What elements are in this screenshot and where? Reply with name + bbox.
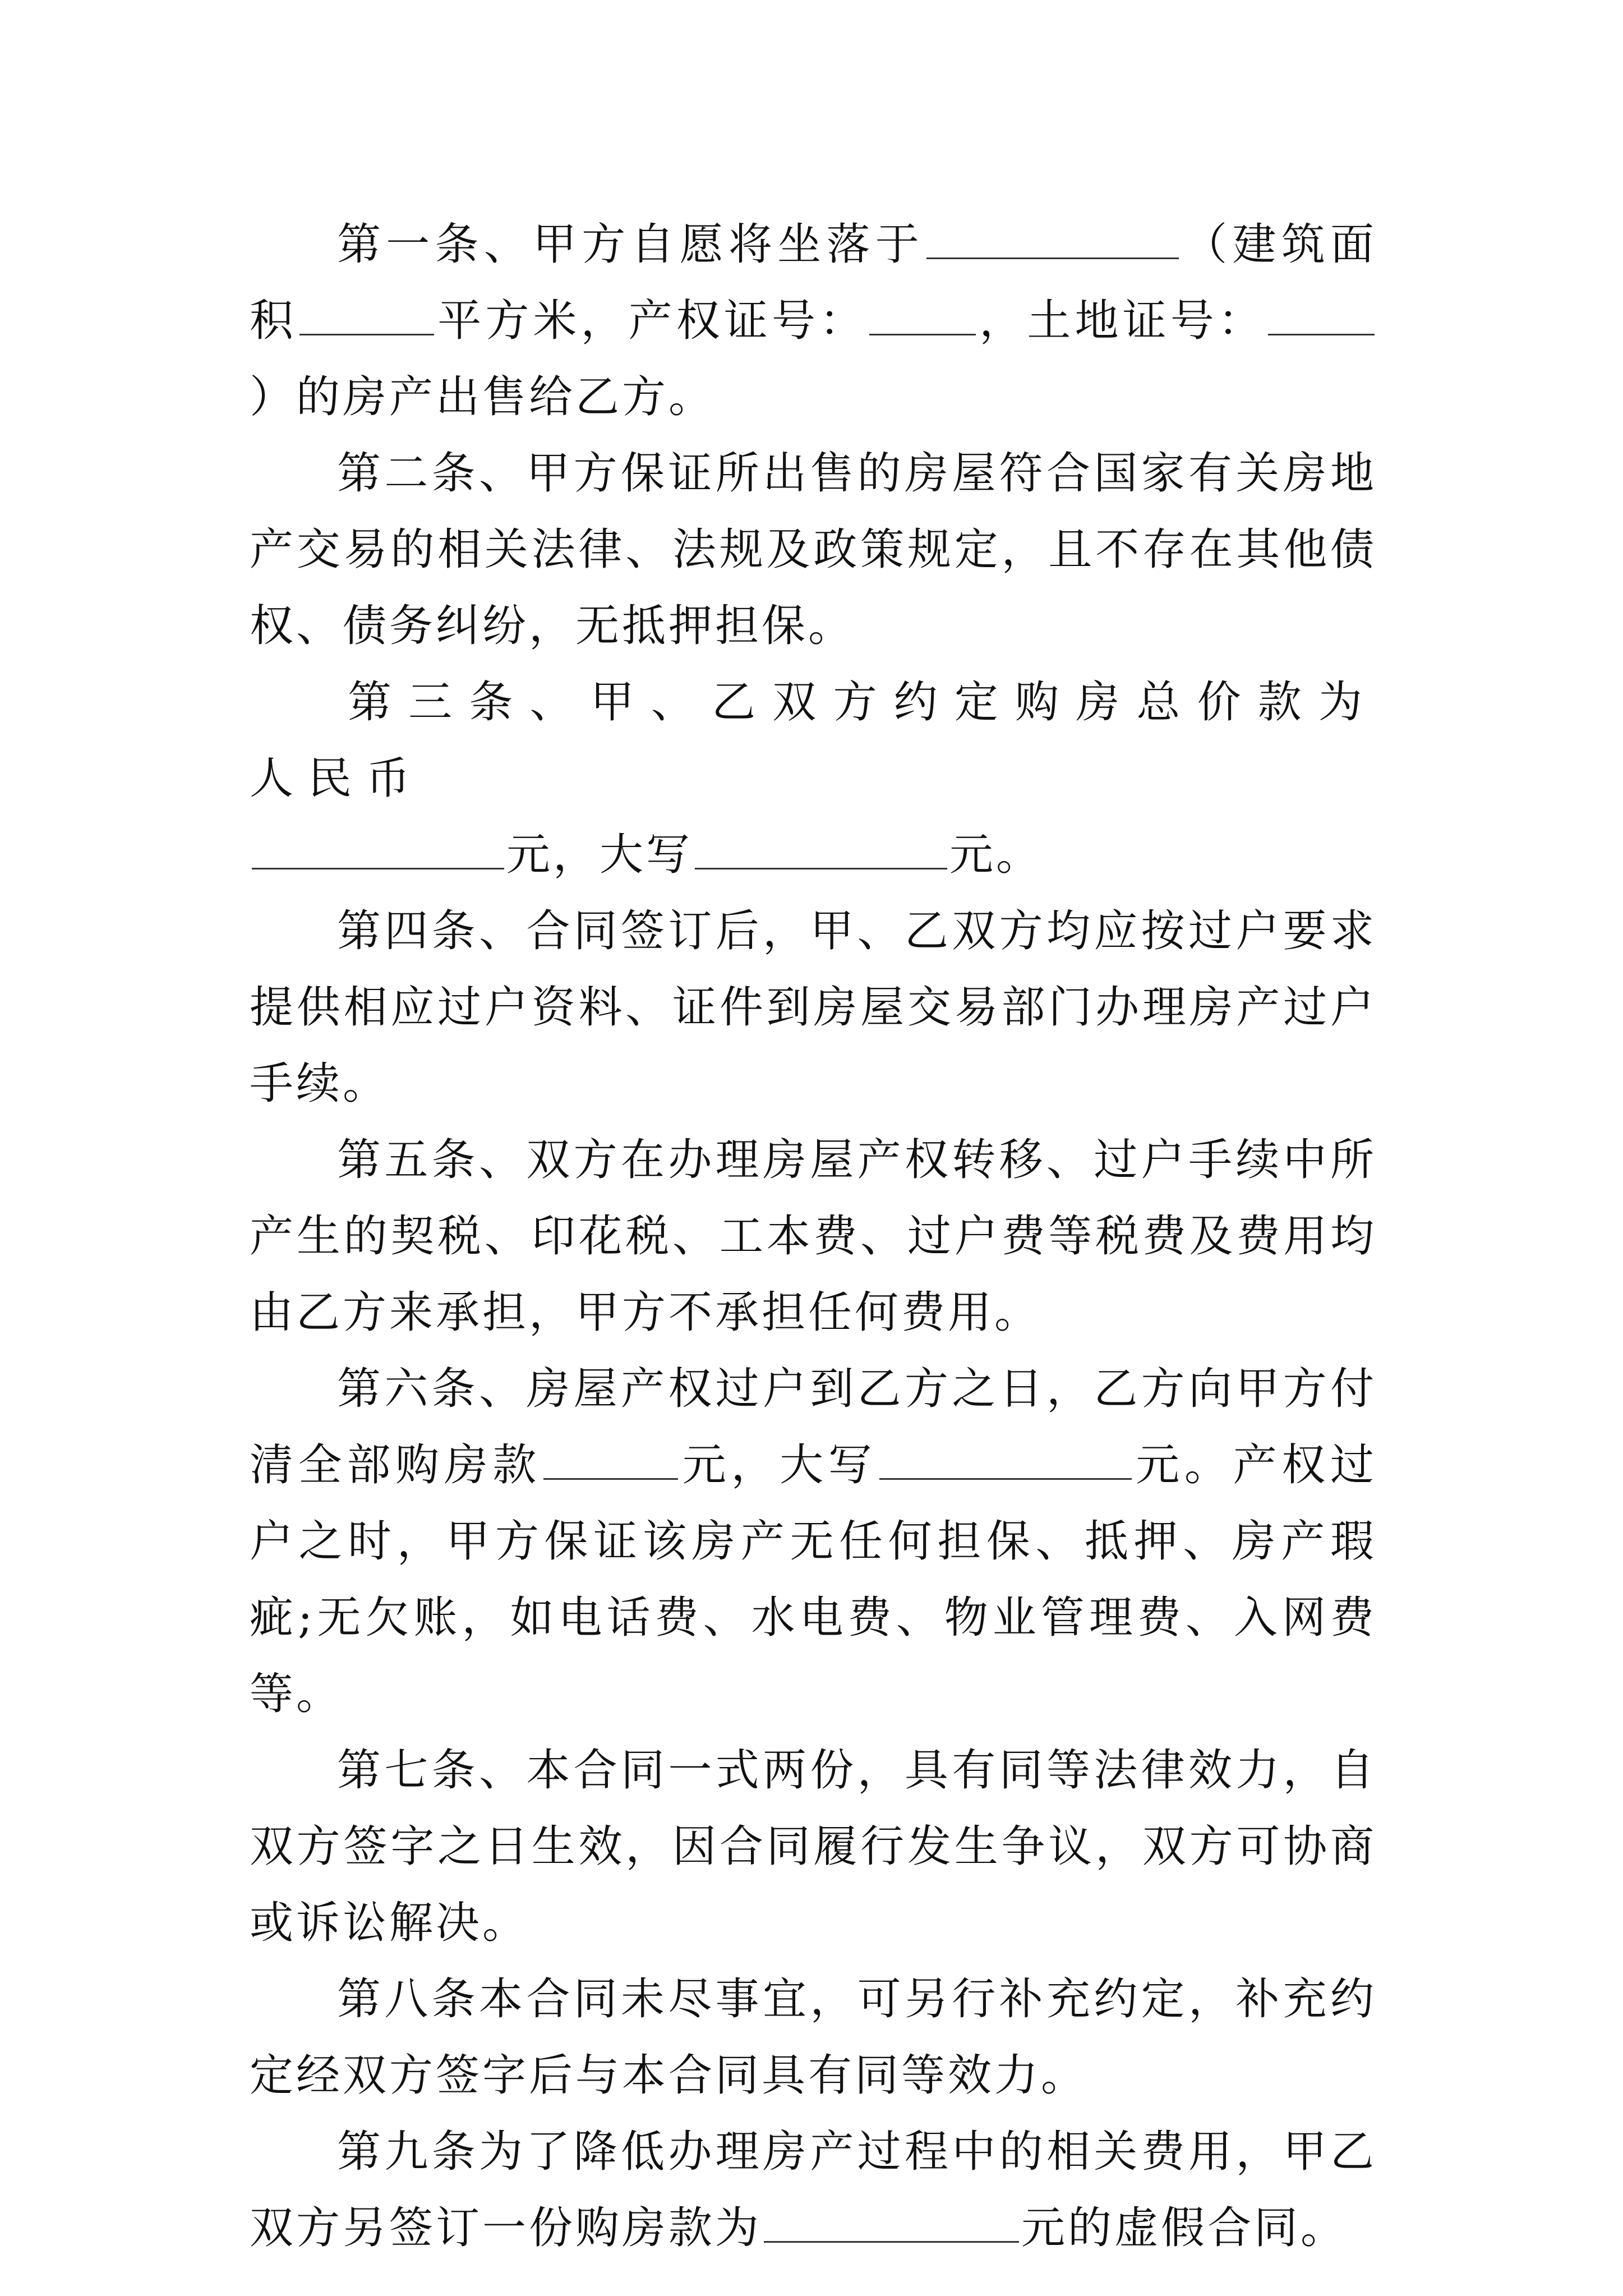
article-1-text-5: ）的房产出售给乙方。	[250, 372, 716, 422]
article-7: 第七条、本合同一式两份，具有同等法律效力，自双方签字之日生效，因合同履行发生争议，双方可协商或诉讼解决。	[250, 1745, 1377, 1948]
article-5: 第五条、双方在办理房屋产权转移、过户手续中所产生的契税、印花税、工本费、过户费等税费及费用均由乙方来承担，甲方不承担任何费用。	[250, 1135, 1377, 1338]
article-3	[250, 664, 1377, 817]
article-1-text-1: 第一条、甲方自愿将坐落于	[337, 219, 924, 270]
article-1	[250, 206, 1377, 435]
full-payment-capital-blank[interactable]	[879, 1443, 1132, 1480]
land-cert-number-blank[interactable]	[1268, 299, 1375, 335]
article-6-text-2: 元，大写	[680, 1440, 877, 1490]
article-6-text-3: 元。产权过户之时，甲方保证该房产无任何担保、抵押、房产瑕疵;无欠账，如电话费、水电费、物业管理费、入网费等。	[250, 1440, 1377, 1719]
article-8: 第八条本合同未尽事宜，可另行补充约定，补充约定经双方签字后与本合同具有同等效力。	[250, 1974, 1377, 2101]
article-6	[250, 1351, 1377, 1732]
contract-body	[250, 206, 1377, 2266]
article-2: 第二条、甲方保证所出售的房屋符合国家有关房地产交易的相关法律、法规及政策规定，且不存在其他债权、债务纠纷，无抵押担保。	[250, 448, 1377, 651]
total-price-blank[interactable]	[252, 833, 504, 869]
article-3-text-2: 元，大写	[506, 830, 693, 880]
property-cert-number-blank[interactable]	[869, 299, 976, 335]
article-9-text-2: 元的虚假合同。	[1021, 2203, 1348, 2253]
article-6-text-1: 第六条、房屋产权过户到乙方之日，乙方向甲方付清全部购房款	[250, 1364, 1377, 1490]
article-3-text-3: 元。	[949, 830, 1043, 880]
full-payment-blank[interactable]	[543, 1443, 678, 1480]
article-1-text-2: （建筑面积	[250, 219, 1377, 346]
article-1-text-4: ，土地证号：	[978, 296, 1266, 346]
article-9	[250, 2114, 1377, 2266]
article-3-text-1: 第三条、甲、乙双方约定购房总价款为人民币	[250, 677, 1377, 804]
total-price-capital-blank[interactable]	[695, 833, 947, 869]
article-1-text-3: 平方米，产权证号：	[436, 296, 868, 346]
article-9-text-1: 第九条为了降低办理房产过程中的相关费用，甲乙双方另签订一份购房款为	[250, 2127, 1377, 2253]
article-3-continued	[250, 817, 1377, 893]
building-area-blank[interactable]	[299, 299, 434, 335]
fake-contract-price-blank[interactable]	[764, 2206, 1019, 2243]
property-location-blank[interactable]	[926, 223, 1179, 259]
article-4: 第四条、合同签订后，甲、乙双方均应按过户要求提供相应过户资料、证件到房屋交易部门办理房产过户手续。	[250, 906, 1377, 1109]
